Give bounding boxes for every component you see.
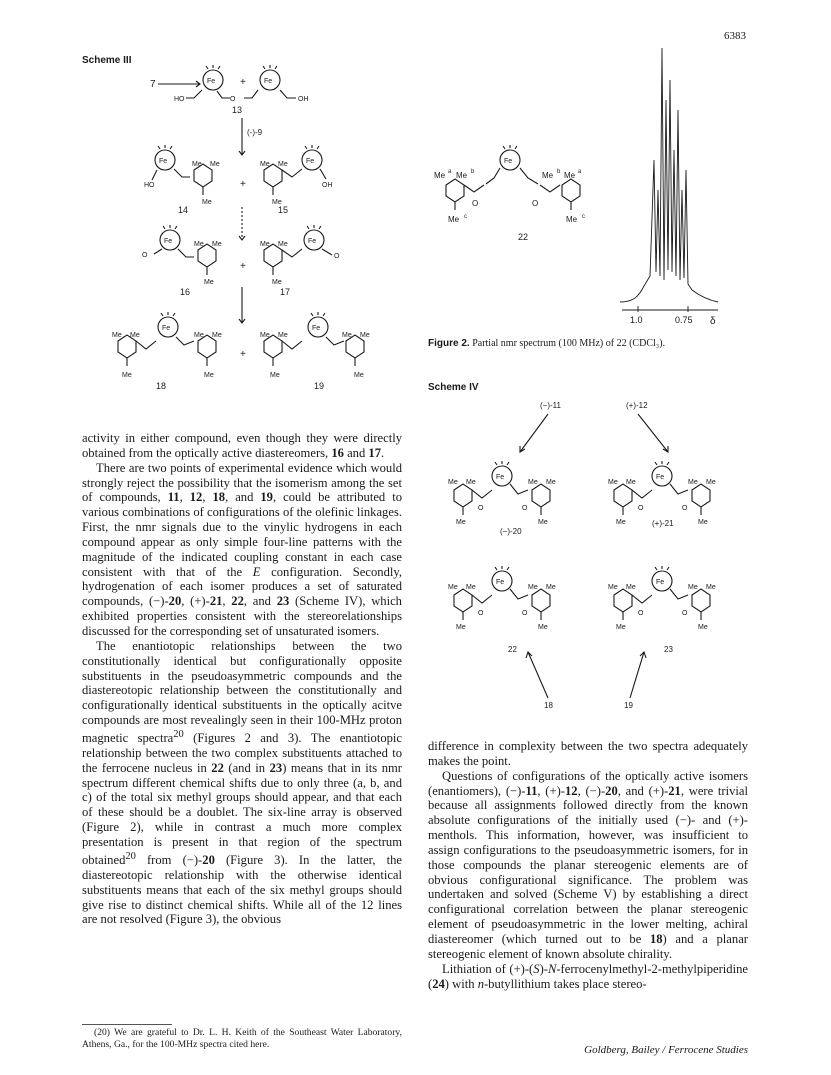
o-label: O xyxy=(230,96,236,103)
oh-label: OH xyxy=(298,96,309,103)
compound-label-22b: 22 xyxy=(508,645,517,654)
axis-unit: δ xyxy=(710,316,716,327)
me-label: Me xyxy=(342,332,352,339)
fe-label: Fe xyxy=(264,78,273,85)
me-label: Me xyxy=(260,332,270,339)
compound-label-15: 15 xyxy=(278,205,289,215)
start-compound-label: 7 xyxy=(150,79,156,90)
figure-2-label: Figure 2. xyxy=(428,338,470,349)
me-label: Me xyxy=(260,161,270,168)
me-label: Me xyxy=(542,171,554,180)
me-label: Me xyxy=(210,161,220,168)
svg-text:+: + xyxy=(240,179,246,190)
fe-label: Fe xyxy=(308,238,317,245)
nmr-spectrum xyxy=(612,40,732,330)
me-label: Me xyxy=(212,332,222,339)
methyl-tag-b: b xyxy=(557,169,561,175)
me-label: Me xyxy=(272,199,282,206)
compound-label-16: 16 xyxy=(180,287,191,297)
scheme-iv-structures: Me O O Me (−)-11 (+)-12 (−)-20 (+)-21 22 23 18 19 xyxy=(430,390,750,720)
me-label: Me xyxy=(202,199,212,206)
me-label: Me xyxy=(194,332,204,339)
axis-tick-1: 1.0 xyxy=(630,315,643,325)
compound-label-17: 17 xyxy=(280,287,291,297)
svg-text:+: + xyxy=(240,349,246,360)
me-label: Me xyxy=(212,241,222,248)
compound-label-14: 14 xyxy=(178,205,189,215)
methyl-tag-c: c xyxy=(464,214,467,220)
compound-label-22: 22 xyxy=(518,232,529,242)
compound-label-20: (−)-20 xyxy=(500,527,522,536)
scheme-iv-title: Scheme IV xyxy=(428,382,479,393)
compound-label-18: 18 xyxy=(156,381,167,391)
me-label: Me xyxy=(204,372,214,379)
paragraph: Questions of configurations of the optically active isomers (enantiomers), (−)-11, (+)-12, (−)-20, and (+)-21, were trivial because all assignments followed directly from the known absolute configurations of the initially used (−)- and (+)-menthols. This information, however, was insufficient to assign configurations to the pseudoasymmetric isomers, for in those compounds the planar stereogenic elements are of obvious configurational significance. The problem was undertaken and solved (Scheme V) by establishing a direct configurational correlation between the planar stereogenic element of pseudoasymmetric in the lower melting, achiral diastereomer (which turned out to be 18) and a planar stereogenic element of known absolute chirality. xyxy=(428,768,749,961)
svg-text:+: + xyxy=(240,261,246,272)
fe-label: Fe xyxy=(504,158,513,165)
me-label: Me xyxy=(434,171,446,180)
paragraph: activity in either compound, even though they were directly obtained from the optically active diastereomers, 16 and 17. xyxy=(82,431,402,460)
fe-label: Fe xyxy=(162,325,171,332)
reagent-label: (-)-9 xyxy=(247,128,263,137)
me-label: Me xyxy=(112,332,122,339)
me-label: Me xyxy=(130,332,140,339)
me-label: Me xyxy=(456,171,468,180)
fe-label: Fe xyxy=(207,78,216,85)
scheme-iv-bottom-label-19: 19 xyxy=(624,701,633,710)
compound-label-21: (+)-21 xyxy=(652,519,674,528)
me-label: Me xyxy=(122,372,132,379)
left-column xyxy=(82,431,402,927)
fe-label: Fe xyxy=(306,158,315,165)
fe-label: Fe xyxy=(164,238,173,245)
me-label: Me xyxy=(270,372,280,379)
me-label: Me xyxy=(278,161,288,168)
compound-22-structure xyxy=(430,140,610,250)
compound-label-23: 23 xyxy=(664,645,673,654)
o-label: O xyxy=(532,199,539,208)
figure-2-caption-text: Partial nmr spectrum (100 MHz) of 22 (CDCl₃). xyxy=(472,338,666,349)
methyl-tag-c: c xyxy=(582,214,585,220)
me-label: Me xyxy=(272,279,282,286)
o-label: O xyxy=(142,252,148,259)
ho-label: HO xyxy=(144,182,155,189)
me-label: Me xyxy=(194,241,204,248)
paragraph: difference in complexity between the two spectra adequately makes the point. xyxy=(428,739,748,768)
svg-text:+: + xyxy=(240,77,246,88)
fe-label: Fe xyxy=(159,158,168,165)
footnote-rule xyxy=(82,1024,172,1025)
running-footer: Goldberg, Bailey / Ferrocene Studies xyxy=(584,1044,748,1056)
o-label: O xyxy=(334,253,340,260)
o-label: O xyxy=(472,199,479,208)
axis-tick-075: 0.75 xyxy=(675,315,693,325)
me-label: Me xyxy=(278,241,288,248)
methyl-tag-a: a xyxy=(448,169,452,175)
me-label: Me xyxy=(564,171,576,180)
oh-label: OH xyxy=(322,182,333,189)
page-number: 6383 xyxy=(724,30,746,42)
scheme-iv-bottom-label-18: 18 xyxy=(544,701,553,710)
fe-label: Fe xyxy=(312,325,321,332)
me-label: Me xyxy=(566,215,578,224)
scheme-iii-structures xyxy=(82,65,412,400)
compound-label-19: 19 xyxy=(314,381,325,391)
methyl-tag-b: b xyxy=(471,169,475,175)
scheme-iv-top-label-11: (−)-11 xyxy=(540,401,561,410)
paragraph: There are two points of experimental evidence which would strongly reject the possibility that the isomerism among the set of compounds, 11, 12, 18, and 19, could be attributed to various combinations of configurations of the olefinic linkages. First, the nmr signals due to the vinylic hydrogens in each compound appear as only simple four-line patterns with the magnitude of the indicated coupling constant in each case consistent with that of the E configuration. Secondly, hydrogenation of each isomer produces a set of saturated compounds, (−)-20, (+)-21, 22, and 23 (Scheme IV), which exhibited properties consistent with the stereorelationships discussed for the corresponding set of unsaturated isomers. xyxy=(82,460,402,638)
right-column xyxy=(428,739,748,991)
me-label: Me xyxy=(448,215,460,224)
me-label: Me xyxy=(192,161,202,168)
scheme-iii-title: Scheme III xyxy=(82,55,132,66)
me-label: Me xyxy=(204,279,214,286)
methyl-tag-a: a xyxy=(578,169,582,175)
spectrum-trace xyxy=(620,48,718,302)
paragraph: The enantiotopic relationships between the two constitutionally identical but configurationally opposite substituents in the pseudoasymmetric compounds and the diastereotopic relationship between the constitutionally and configurationally identical substituents in the optically acitve compounds are most revealingly seen in their 100-MHz proton magnetic spectra$^{20}$ (Figures 2 and 3). The enantiotopic relationship between the two complex substituents attached to the ferrocene nucleus in 22 (and in 23) means that in its nmr spectrum different chemical shifts due to only three (a, b, and c) of the total six methyl groups should appear, and that each of these should be a doublet. The six-line array is observed (Figure 2), while in contrast a much more complex presentation is present in that region of the spectrum obtained$^{20}$ from (−)-20 (Figure 3). In the latter, the diastereotopic relationship with the otherwise identical substituents means that each of the six methyl groups should give rise to distinct chemical shifts. While all of the 12 lines are not resolved (Figure 3), the obvious xyxy=(82,638,403,927)
scheme-iv-top-label-12: (+)-12 xyxy=(626,401,648,410)
me-label: Me xyxy=(354,372,364,379)
paragraph: Lithiation of (+)-(S)-N-ferrocenylmethyl-2-methylpiperidine (24) with n-butyllithium takes place stereo- xyxy=(428,961,748,991)
compound-label-13: 13 xyxy=(232,105,243,115)
figure-2-caption xyxy=(428,338,748,349)
me-label: Me xyxy=(278,332,288,339)
me-label: Me xyxy=(260,241,270,248)
me-label: Me xyxy=(360,332,370,339)
ho-label: HO xyxy=(174,96,185,103)
footnote-20: (20) We are grateful to Dr. L. H. Keith of the Southeast Water Laboratory, Athens, Ga., for the 100-MHz spectra cited here. xyxy=(82,1027,402,1050)
